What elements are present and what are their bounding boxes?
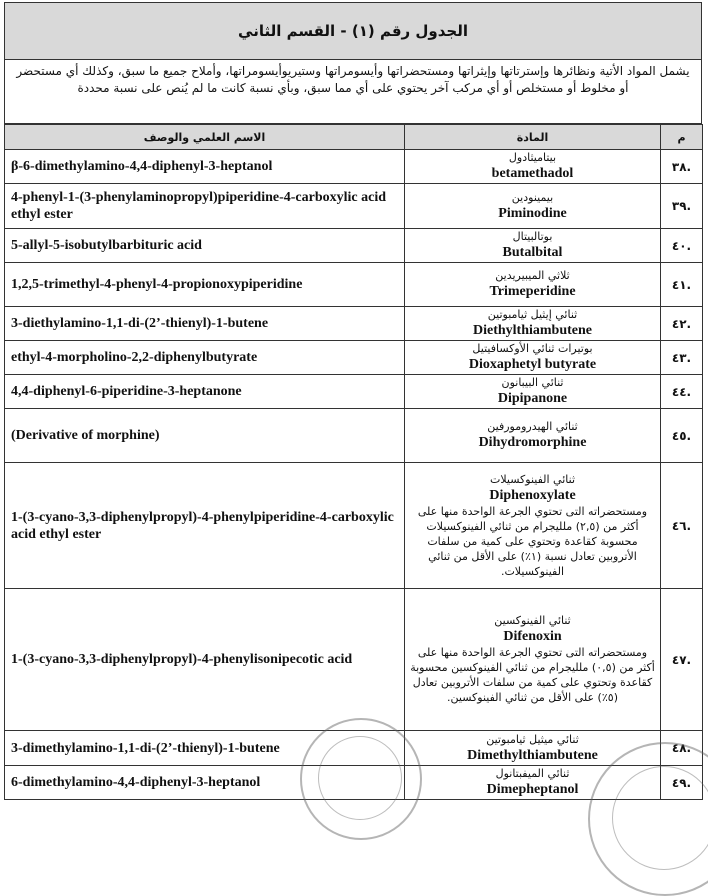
row-number: .٤٩ <box>661 766 703 800</box>
substance-cell <box>405 341 661 375</box>
substance-arabic-name: بوتالبيتال <box>512 230 553 243</box>
substance-arabic-name: ثنائي إيثيل ثيامبوتين <box>487 308 578 321</box>
substance-cell <box>405 409 661 463</box>
scientific-description: (Derivative of morphine) <box>5 409 405 463</box>
substance-arabic-name: ثنائي الفينوكسين <box>494 614 571 627</box>
scientific-description: 3-dimethylamino-1,1-di-(2’-thienyl)-1-butene <box>5 731 405 766</box>
substance-arabic-name: ثنائي الميفبتانول <box>495 767 570 780</box>
row-number: .٤٢ <box>661 307 703 341</box>
scientific-description: 5-allyl-5-isobutylbarbituric acid <box>5 229 405 263</box>
substance-latin-name: Diphenoxylate <box>489 487 576 503</box>
scientific-description: 6-dimethylamino-4,4-diphenyl-3-heptanol <box>5 766 405 800</box>
substance-cell <box>405 375 661 409</box>
row-number: .٣٩ <box>661 184 703 229</box>
table-row <box>5 229 703 263</box>
table-row <box>5 341 703 375</box>
substance-cell <box>405 229 661 263</box>
intro-paragraph: يشمل المواد الأتية ونظائرها وإسترتاتها وإيثراتها ومستحضراتها وأيسومراتها وستيريوأيسومراتها، وأملاح جميع ما سبق، وكذلك أي مستحضر أو مخلوط أو مستخلص أو أي مركب آخر يحتوي على أي مما سبق، وبأي نسبة كانت ما لم يُنص على نسبة محددة <box>4 60 702 124</box>
substance-cell <box>405 731 661 766</box>
table-title: الجدول رقم (١) - القسم الثاني <box>4 2 702 60</box>
scientific-description: ethyl-4-morpholino-2,2-diphenylbutyrate <box>5 341 405 375</box>
substance-latin-name: betamethadol <box>491 166 574 181</box>
substances-table <box>4 124 703 800</box>
substance-note: ومستحضراته التى تحتوي الجرعة الواحدة منها على أكثر من (٢,٥) ملليجرام من ثنائي الفينوكسيلات محسوبة كقاعدة وتحتوي على كمية من سلفات الأتروبين تعادل نسبة (١٪) على الأقل من ثنائي الفينوكسيلات. <box>417 504 648 578</box>
table-row <box>5 731 703 766</box>
substance-latin-name: Dimepheptanol <box>486 782 579 797</box>
substance-arabic-name: ثلاثي الميبيريدين <box>495 269 570 282</box>
row-number: .٤٤ <box>661 375 703 409</box>
substance-latin-name: Dioxaphetyl butyrate <box>468 357 597 372</box>
scientific-description: 1-(3-cyano-3,3-diphenylpropyl)-4-phenylisonipecotic acid <box>5 589 405 731</box>
scientific-description: β-6-dimethylamino-4,4-diphenyl-3-heptanol <box>5 150 405 184</box>
substance-cell <box>405 463 661 589</box>
substance-arabic-name: بيتاميثادول <box>508 151 557 164</box>
substance-arabic-name: ثنائي الهيدرومورفين <box>487 420 578 433</box>
substance-arabic-name: بيمينودين <box>511 190 554 204</box>
row-number: .٤٦ <box>661 463 703 589</box>
row-number: .٤٨ <box>661 731 703 766</box>
substance-latin-name: Dipipanone <box>497 391 568 406</box>
header-substance: المادة <box>405 125 661 150</box>
scientific-description: 1,2,5-trimethyl-4-phenyl-4-propionoxypiperidine <box>5 263 405 307</box>
table-row <box>5 307 703 341</box>
substance-latin-name: Diethylthiambutene <box>473 323 592 338</box>
row-number: .٤١ <box>661 263 703 307</box>
table-row <box>5 463 703 589</box>
row-number: .٤٠ <box>661 229 703 263</box>
substance-cell <box>405 263 661 307</box>
scientific-description: 4,4-diphenyl-6-piperidine-3-heptanone <box>5 375 405 409</box>
table-row <box>5 409 703 463</box>
row-number: .٣٨ <box>661 150 703 184</box>
substance-arabic-name: بوتيرات ثنائي الأوكسافيتيل <box>472 342 593 355</box>
substance-cell <box>405 589 661 731</box>
substance-arabic-name: ثنائي البيبانون <box>501 376 564 389</box>
header-number: م <box>661 125 703 150</box>
substance-latin-name: Dihydromorphine <box>478 435 587 450</box>
substance-latin-name: Butalbital <box>502 245 563 260</box>
substance-cell <box>405 766 661 800</box>
table-row <box>5 766 703 800</box>
substance-latin-name: Dimethylthiambutene <box>467 747 598 763</box>
substance-arabic-name: ثنائي الفينوكسيلات <box>489 472 576 486</box>
table-header-row <box>5 125 703 150</box>
header-description: الاسم العلمي والوصف <box>5 125 405 150</box>
table-row <box>5 375 703 409</box>
table-row <box>5 150 703 184</box>
scientific-description: 1-(3-cyano-3,3-diphenylpropyl)-4-phenylpiperidine-4-carboxylic acid ethyl ester <box>5 463 405 589</box>
substance-cell <box>405 307 661 341</box>
row-number: .٤٧ <box>661 589 703 731</box>
substance-latin-name: Difenoxin <box>503 629 562 644</box>
substance-cell <box>405 150 661 184</box>
substance-cell <box>405 184 661 229</box>
table-row <box>5 184 703 229</box>
substance-latin-name: Trimeperidine <box>489 284 576 299</box>
table-row <box>5 589 703 731</box>
table-row <box>5 263 703 307</box>
row-number: .٤٣ <box>661 341 703 375</box>
scientific-description: 3-diethylamino-1,1-di-(2’-thienyl)-1-butene <box>5 307 405 341</box>
scientific-description: 4-phenyl-1-(3-phenylaminopropyl)piperidine-4-carboxylic acid ethyl ester <box>5 184 405 229</box>
substance-latin-name: Piminodine <box>498 205 567 221</box>
substance-arabic-name: ثنائي ميثيل ثيامبوتين <box>486 732 579 746</box>
row-number: .٤٥ <box>661 409 703 463</box>
substance-note: ومستحضراته التى تحتوي الجرعة الواحدة منها على أكثر من (٠,٥) ملليجرام من ثنائي الفينوكسين محسوبة كقاعدة وتحتوي على كمية من سلفات الأتروبين تعادل (٥٪) على الأقل من ثنائي الفينوكسين. <box>410 646 655 704</box>
